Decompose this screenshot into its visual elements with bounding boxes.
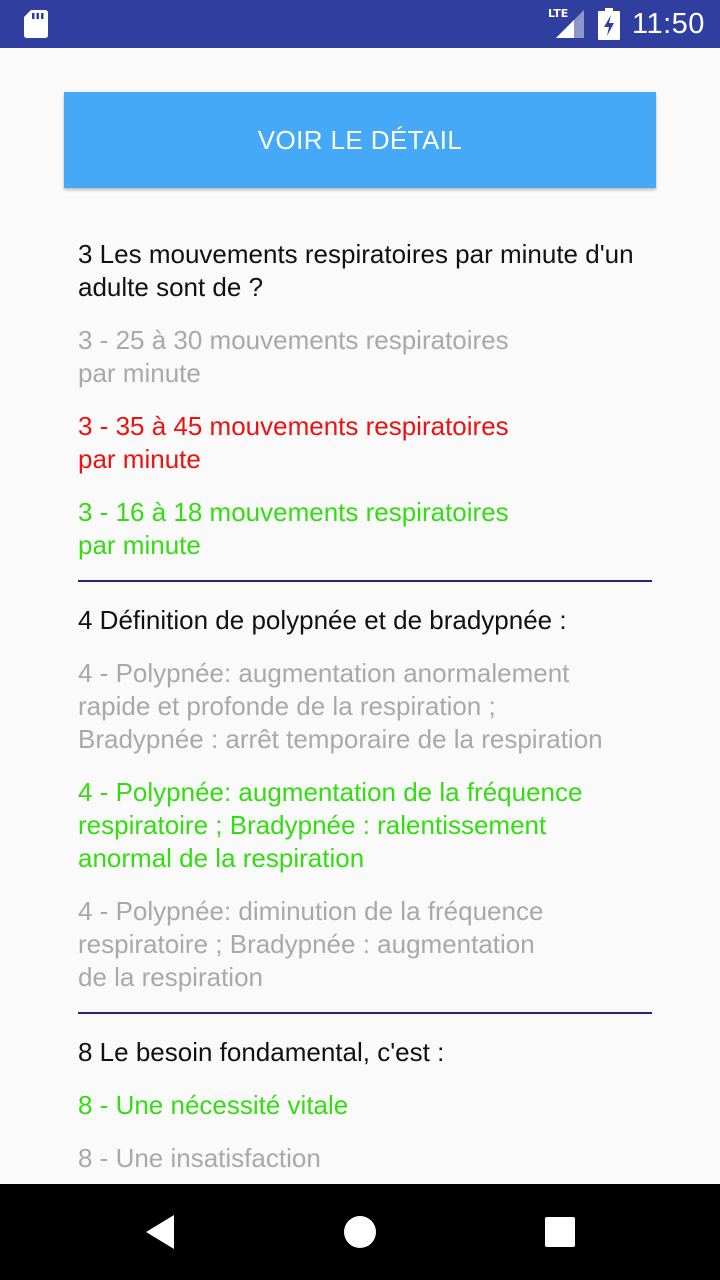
recents-icon [544, 1216, 576, 1248]
answer-option-wrong[interactable] [78, 410, 652, 476]
answer-line: 3 - 16 à 18 mouvements respiratoires [78, 497, 509, 527]
battery-charging-icon [598, 8, 620, 40]
answer-line: 4 - Polypnée: diminution de la fréquence [78, 896, 544, 926]
answer-line: par minute [78, 358, 201, 388]
answer-option-neutral[interactable] [78, 657, 652, 756]
answer-line: par minute [78, 530, 201, 560]
answer-option-right[interactable] [78, 776, 652, 875]
navigation-bar [0, 1184, 720, 1280]
question-divider [78, 580, 652, 582]
main-content [0, 48, 720, 1173]
answer-line: 4 - Polypnée: augmentation de la fréquence [78, 777, 583, 807]
question-text: 3 Les mouvements respiratoires par minute d'un adulte sont de ? [78, 239, 634, 302]
answer-line: 3 - 35 à 45 mouvements respiratoires [78, 411, 509, 441]
answer-line: 4 - Polypnée: augmentation anormalement [78, 658, 570, 688]
answer-line: par minute [78, 444, 201, 474]
question-list [78, 238, 652, 1195]
answer-line: respiratoire ; Bradypnée : augmentation [78, 929, 535, 959]
answer-option-right[interactable] [78, 496, 652, 562]
answer-line: rapide et profonde de la respiration ; [78, 691, 496, 721]
answer-line: anormal de la respiration [78, 843, 365, 873]
sd-card-icon [24, 10, 48, 38]
answer-line: Bradypnée : arrêt temporaire de la respiration [78, 724, 603, 754]
question-text: 8 Le besoin fondamental, c'est : [78, 1037, 445, 1067]
question-divider [78, 1012, 652, 1014]
answer-line: de la respiration [78, 962, 263, 992]
recents-button[interactable] [540, 1212, 580, 1252]
back-button[interactable] [140, 1212, 180, 1252]
home-button[interactable] [340, 1212, 380, 1252]
status-clock: 11:50 [632, 8, 705, 40]
answer-option-neutral[interactable] [78, 324, 652, 390]
question-text: 4 Définition de polypnée et de bradypnée : [78, 605, 567, 635]
answer-option-neutral[interactable] [78, 895, 652, 994]
home-icon [343, 1215, 377, 1249]
answer-line: 8 - Une nécessité vitale [78, 1090, 349, 1120]
answer-option-right[interactable] [78, 1089, 652, 1122]
answer-line: 8 - Une insatisfaction [78, 1143, 321, 1173]
network-type-label: LTE [548, 7, 569, 20]
view-detail-button[interactable]: VOIR LE DÉTAIL [64, 92, 656, 188]
answer-option-neutral[interactable] [78, 1142, 652, 1175]
answer-line: 3 - 25 à 30 mouvements respiratoires [78, 325, 509, 355]
status-bar [0, 0, 720, 48]
back-icon [144, 1215, 176, 1249]
answer-line: respiratoire ; Bradypnée : ralentissement [78, 810, 547, 840]
